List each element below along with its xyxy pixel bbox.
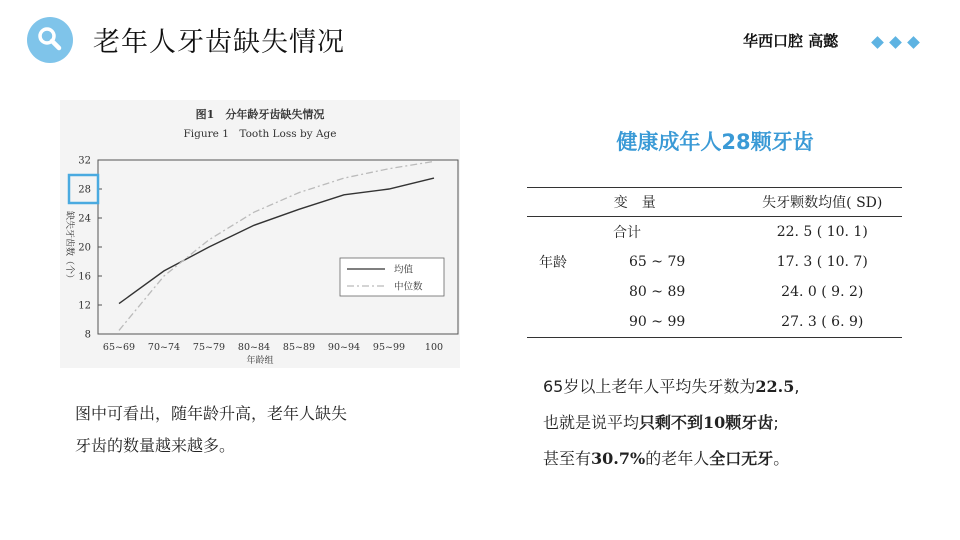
- x-tick-label: 65~69: [102, 342, 136, 353]
- y-tick-label: 12: [78, 300, 91, 312]
- diamond-icon: [889, 36, 902, 49]
- y-tick-label: 24: [78, 213, 91, 225]
- x-tick-label: 75~79: [192, 342, 226, 353]
- brand-label: 华西口腔 高懿: [743, 32, 839, 50]
- summary-text: [543, 369, 943, 477]
- series-line-median: [119, 161, 434, 330]
- table-header-row: [527, 188, 902, 217]
- row-value: 17. 3 ( 10. 7): [776, 254, 868, 270]
- table-row: [527, 277, 902, 307]
- row-value: 24. 0 ( 9. 2): [781, 284, 864, 300]
- legend-label: 中位数: [394, 281, 423, 293]
- row-range: 90 ~ 99: [599, 307, 743, 338]
- tooth-loss-table: [527, 187, 902, 338]
- x-tick-label: 95~99: [372, 342, 406, 353]
- group-label: 年龄: [539, 255, 567, 271]
- row-range: 65 ~ 79: [629, 254, 686, 270]
- row-range: 80 ~ 89: [629, 284, 686, 300]
- summary-line-2: 也就是说平均只剩不到10颗牙齿;: [543, 413, 779, 432]
- row-label-total: 合计: [613, 225, 641, 241]
- tooth-loss-figure: [60, 100, 460, 368]
- note-line: 牙齿的数量越来越多。: [75, 436, 236, 455]
- header-variable: 变 量: [527, 188, 743, 217]
- summary-line-3: 甚至有30.7%的老年人全口无牙。: [543, 449, 790, 468]
- header-mean-sd: 失牙颗数均值( SD): [743, 188, 902, 217]
- x-tick-label: 80~84: [237, 342, 271, 353]
- figure-title-en: Figure 1 Tooth Loss by Age: [183, 128, 337, 140]
- page-title: 老年人牙齿缺失情况: [93, 27, 345, 58]
- x-tick-label: 85~89: [282, 342, 316, 353]
- table-title: 健康成年人28颗牙齿: [616, 130, 814, 154]
- summary-line-1: 65岁以上老年人平均失牙数为22.5,: [543, 377, 800, 396]
- table-row: [527, 217, 902, 248]
- decorative-diamonds: [873, 32, 927, 48]
- line-chart: [60, 100, 460, 368]
- diamond-icon: [907, 36, 920, 49]
- table-row: [527, 307, 902, 338]
- search-logo-icon: [27, 17, 73, 63]
- legend-box: [340, 258, 444, 296]
- chart-note: [75, 398, 445, 462]
- x-tick-label: 70~74: [147, 342, 181, 353]
- table-row: [527, 247, 902, 277]
- y-axis-label: 缺失牙齿数（个）: [64, 210, 74, 284]
- y-tick-label: 20: [78, 242, 91, 254]
- y-tick-label: 32: [78, 155, 91, 167]
- y-tick-label: 28: [78, 184, 91, 196]
- figure-title-cn: 图1 分年龄牙齿缺失情况: [195, 108, 325, 121]
- y-tick-label: 8: [84, 329, 91, 341]
- plot-frame: [98, 160, 458, 334]
- note-line: 图中可看出，随年龄升高，老年人缺失: [75, 404, 348, 423]
- y-tick-label: 16: [78, 271, 91, 283]
- row-value: 27. 3 ( 6. 9): [743, 307, 902, 338]
- x-tick-label: 100: [424, 342, 444, 353]
- x-tick-label: 90~94: [327, 342, 361, 353]
- row-value: 22. 5 ( 10. 1): [776, 224, 868, 240]
- legend-label: 均值: [394, 264, 414, 276]
- diamond-icon: [871, 36, 884, 49]
- x-axis-label: 年龄组: [246, 356, 274, 366]
